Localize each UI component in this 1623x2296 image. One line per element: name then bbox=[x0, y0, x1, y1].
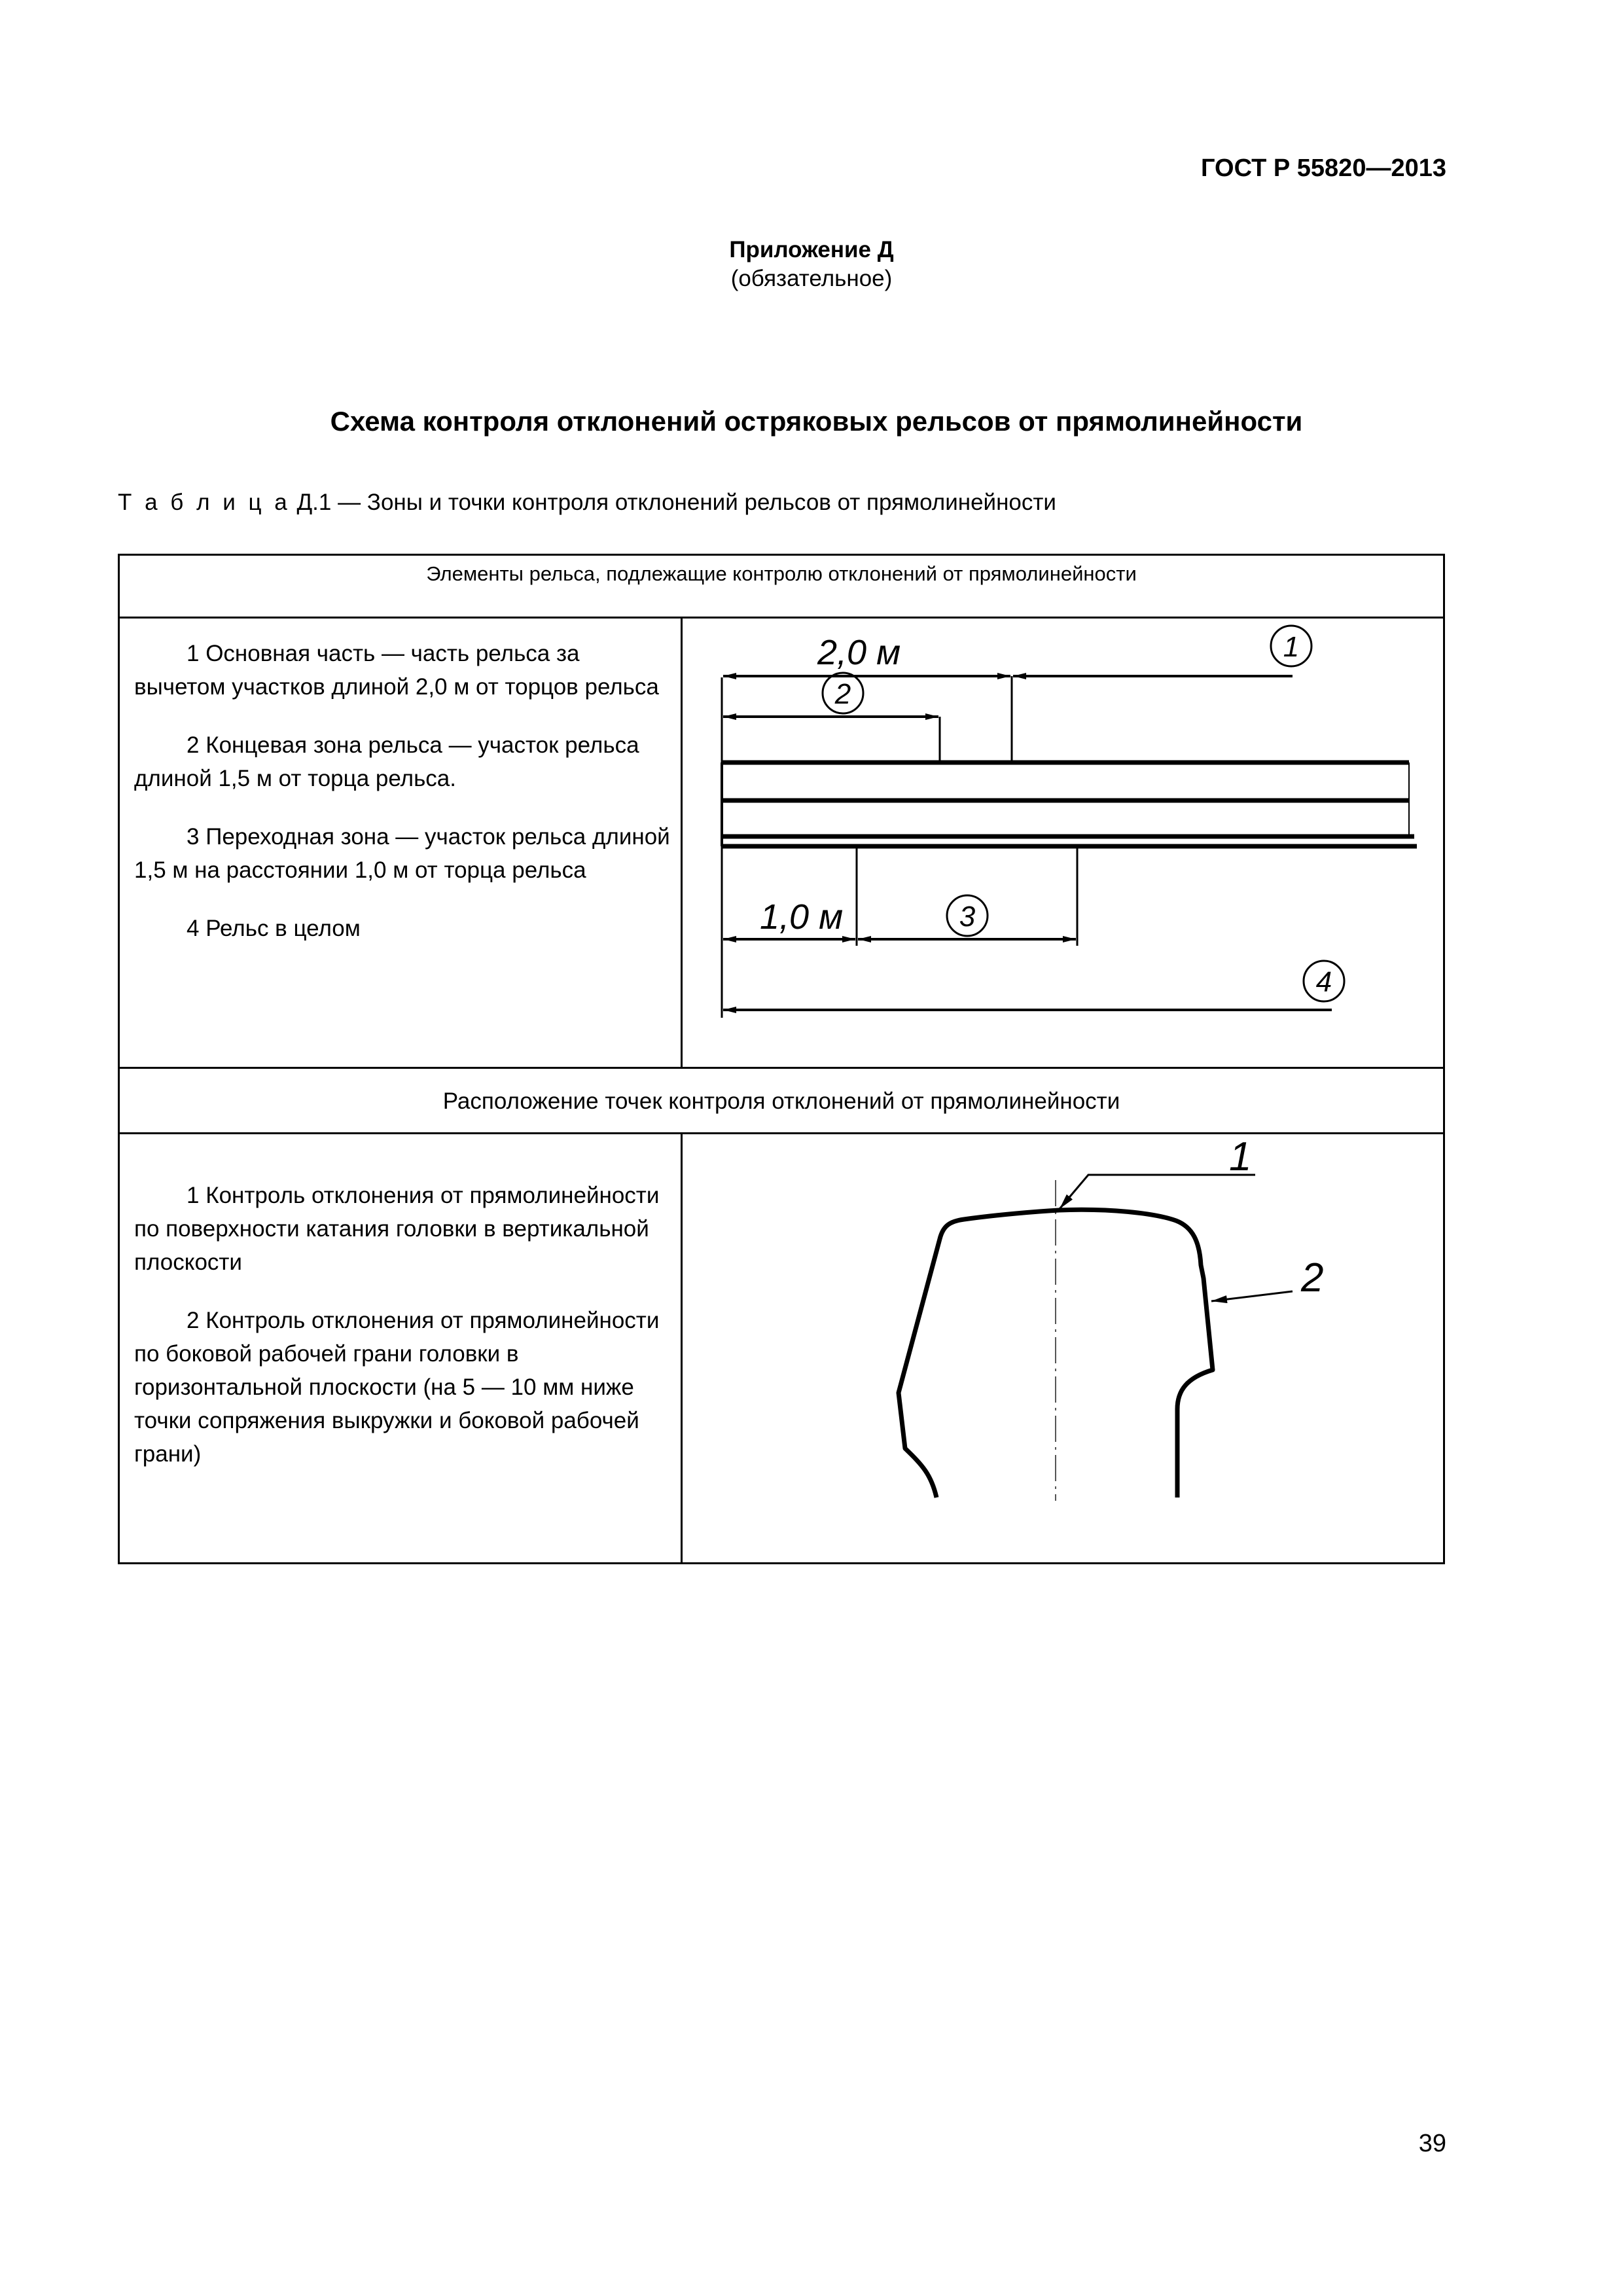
zones-row bbox=[120, 619, 1443, 1069]
table-caption-text: Д.1 — Зоны и точки контроля отклонений рельсов от прямолинейности bbox=[290, 490, 1056, 515]
table-caption bbox=[118, 490, 1056, 516]
rail-head-diagram bbox=[683, 1134, 1443, 1562]
section2-header: Расположение точек контроля отклонений от прямолинейности bbox=[442, 1088, 1120, 1114]
point-2-label: 2 bbox=[1301, 1255, 1324, 1300]
zone-item-1: 1 Основная часть — часть рельса за вычетом участков длиной 2,0 м от торцов рельса bbox=[134, 641, 659, 700]
document-title: Схема контроля отклонений остряковых рельсов от прямолинейности bbox=[330, 406, 1303, 437]
appendix-heading bbox=[0, 236, 1623, 293]
zones-list bbox=[120, 619, 683, 1067]
point-1-label: 1 bbox=[1229, 1134, 1252, 1179]
table-header-row-1 bbox=[120, 556, 1443, 619]
points-list bbox=[120, 1134, 683, 1562]
appendix-title: Приложение Д bbox=[729, 237, 894, 262]
dim-2m-label: 2,0 м bbox=[817, 633, 901, 672]
zone-item-3: 3 Переходная зона — участок рельса длиной 1,5 м на расстоянии 1,0 м от торца рельса bbox=[134, 824, 670, 883]
rail-body bbox=[722, 762, 1417, 846]
marker-2-label: 2 bbox=[834, 678, 851, 710]
rail-zones-diagram bbox=[683, 619, 1443, 1067]
rail-head-profile bbox=[683, 1134, 1443, 1560]
point-2-leader bbox=[1211, 1291, 1293, 1301]
points-row bbox=[120, 1134, 1443, 1562]
table-header-row-2 bbox=[120, 1069, 1443, 1134]
control-table bbox=[118, 554, 1445, 1564]
page-number: 39 bbox=[1418, 2130, 1446, 2157]
dim-1m-label: 1,0 м bbox=[760, 897, 844, 937]
zone-item-4: 4 Рельс в целом bbox=[187, 916, 361, 941]
marker-1-label: 1 bbox=[1283, 631, 1300, 663]
table-caption-prefix: Т а б л и ц а bbox=[118, 490, 291, 515]
marker-3-label: 3 bbox=[959, 901, 976, 933]
point-item-2: 2 Контроль отклонения от прямолинейности по боковой рабочей грани головки в горизонтальной плоскости (на 5 — 10 мм ниже точки сопряжения выкружки и боковой рабочей грани) bbox=[134, 1308, 660, 1467]
point-1-leader bbox=[1060, 1175, 1255, 1209]
section1-header: Элементы рельса, подлежащие контролю отклонений от прямолинейности bbox=[426, 562, 1137, 585]
zone-item-2: 2 Концевая зона рельса — участок рельса длиной 1,5 м от торца рельса. bbox=[134, 732, 639, 791]
point-item-1: 1 Контроль отклонения от прямолинейности по поверхности катания головки в вертикальной плоскости bbox=[134, 1183, 660, 1275]
standard-code: ГОСТ Р 55820—2013 bbox=[1201, 154, 1446, 182]
marker-4-label: 4 bbox=[1315, 966, 1332, 998]
rail-zones-drawing bbox=[683, 619, 1443, 1067]
appendix-subtitle: (обязательное) bbox=[730, 266, 893, 291]
